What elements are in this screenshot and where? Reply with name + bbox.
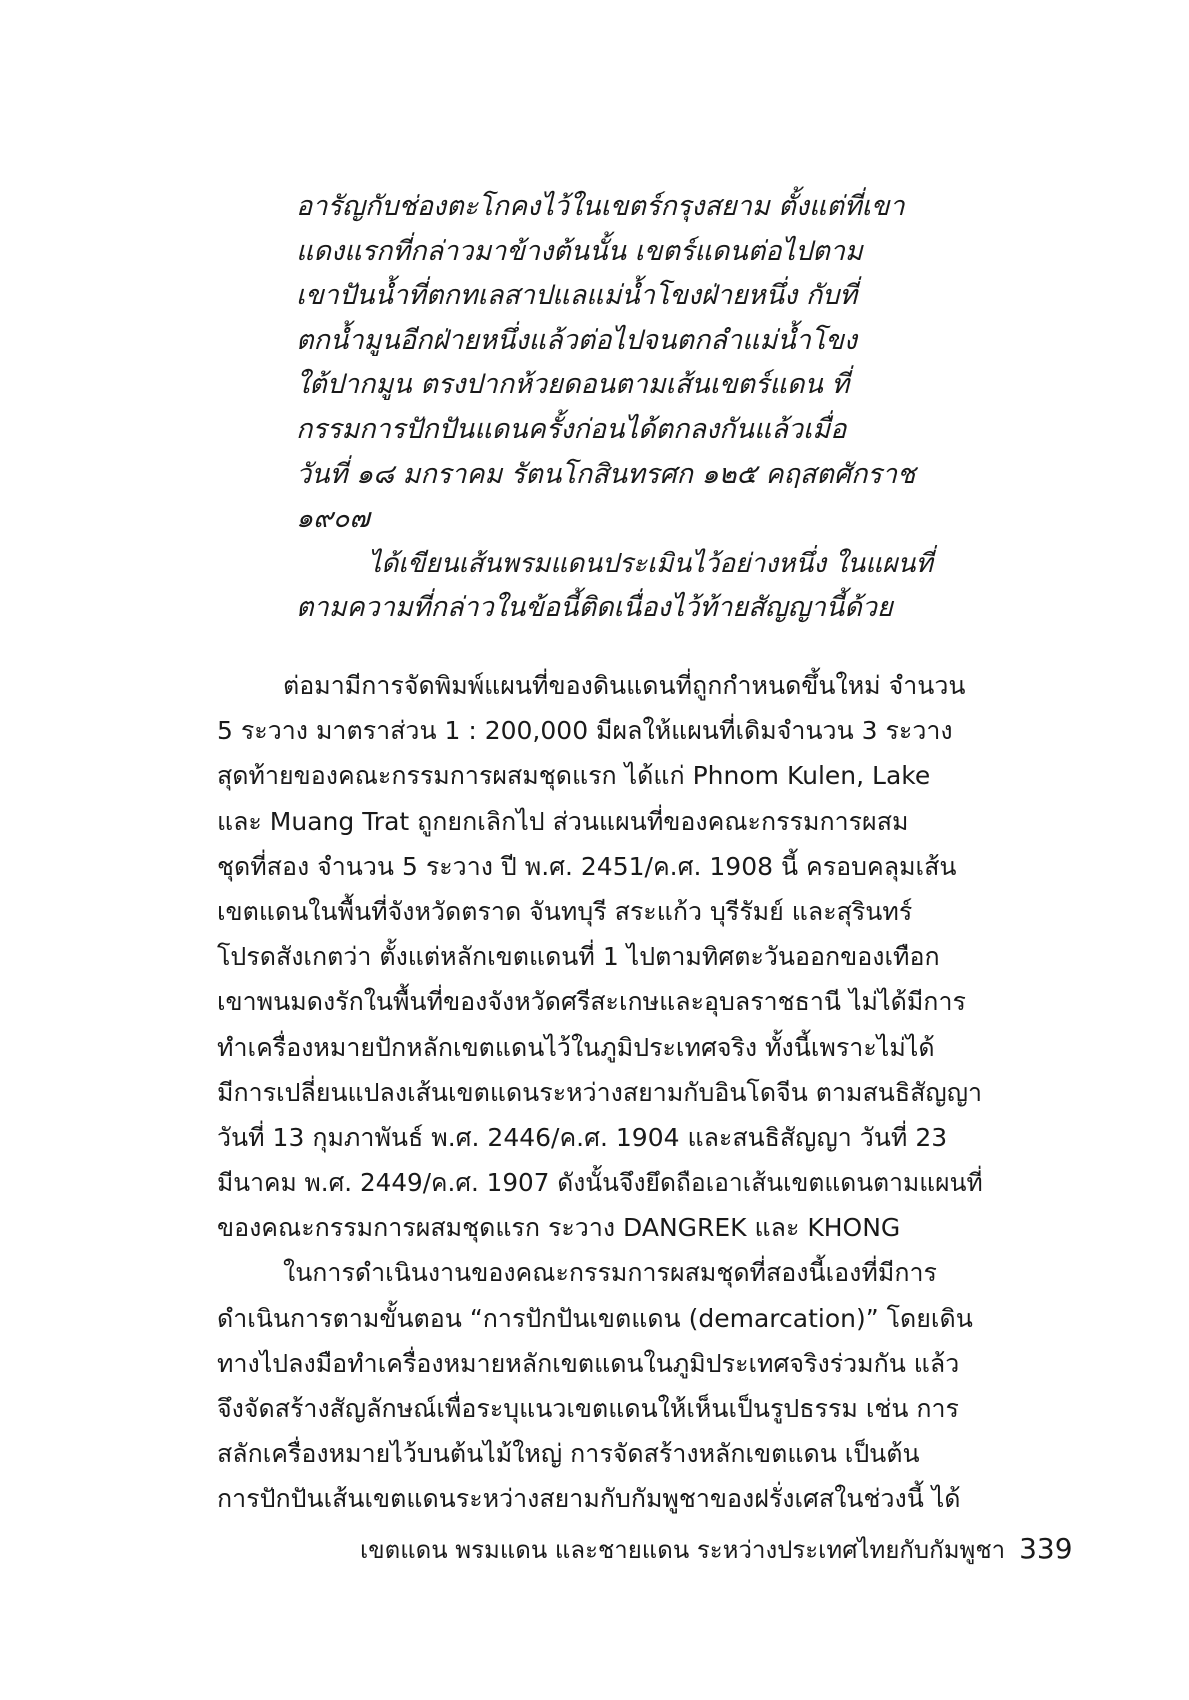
body-line: สลักเครื่องหมายไว้บนต้นไม้ใหญ่ การจัดสร้างหลักเขตแดน เป็นต้น — [217, 1439, 920, 1469]
quote-line: เขาปันน้ำที่ตกทเลสาปแลแม่น้ำโขงฝ่ายหนึ่ง กับที่ — [296, 280, 858, 312]
body-line: โปรดสังเกตว่า ตั้งแต่หลักเขตแดนที่ 1 ไปตามทิศตะวันออกของเทือก — [217, 942, 940, 972]
body-line: การปักปันเส้นเขตแดนระหว่างสยามกับกัมพูชาของฝรั่งเศสในช่วงนี้ ได้ — [217, 1484, 961, 1514]
quote-line: แดงแรกที่กล่าวมาข้างต้นนั้น เขตร์แดนต่อไปตาม — [296, 235, 863, 267]
body-line: ดำเนินการตามขั้นตอน “การปักปันเขตแดน (demarcation)” โดยเดิน — [217, 1303, 973, 1333]
quote-line: กรรมการปักปันแดนครั้งก่อนได้ตกลงกันแล้วเมื่อ — [296, 413, 847, 445]
quote-line: ได้เขียนเส้นพรมแดนประเมินไว้อย่างหนึ่ง ในแผนที่ — [368, 548, 933, 579]
page-number: 339 — [1019, 1532, 1073, 1565]
quote-line: ใต้ปากมูน ตรงปากห้วยดอนตามเส้นเขตร์แดน ที่ — [296, 369, 850, 401]
body-line: จึงจัดสร้างสัญลักษณ์เพื่อระบุแนวเขตแดนให้เห็นเป็นรูปธรรม เช่น การ — [217, 1394, 959, 1423]
page-footer — [360, 1532, 1073, 1565]
quote-line: ตามความที่กล่าวในข้อนี้ติดเนื่องไว้ท้ายสัญญานี้ด้วย — [296, 592, 893, 624]
body-line: สุดท้ายของคณะกรรมการผสมชุดแรก ได้แก่ Phnom Kulen, Lake — [217, 761, 931, 791]
body-line: และ Muang Trat ถูกยกเลิกไป ส่วนแผนที่ของคณะกรรมการผสม — [217, 806, 909, 836]
body-line: ต่อมามีการจัดพิมพ์แผนที่ของดินแดนที่ถูกกำหนดขึ้นใหม่ จำนวน — [283, 671, 966, 700]
treaty-quote-block — [296, 185, 936, 631]
body-line: ทำเครื่องหมายปักหลักเขตแดนไว้ในภูมิประเทศจริง ทั้งนี้เพราะไม่ได้ — [217, 1032, 935, 1062]
body-paragraphs — [217, 663, 987, 1522]
running-title: เขตแดน พรมแดน และชายแดน ระหว่างประเทศไทยกับกัมพูชา — [360, 1536, 1006, 1564]
body-line: มีนาคม พ.ศ. 2449/ค.ศ. 1907 ดังนั้นจึงยึดถือเอาเส้นเขตแดนตามแผนที่ — [217, 1168, 983, 1198]
quote-line: ตกน้ำมูนอีกฝ่ายหนึ่งแล้วต่อไปจนตกลำแม่น้ำโขง — [296, 324, 857, 356]
quote-line: อารัญกับช่องตะโกคงไว้ในเขตร์กรุงสยาม ตั้งแต่ที่เขา — [296, 191, 905, 222]
body-line: ของคณะกรรมการผสมชุดแรก ระวาง DANGREK และ KHONG — [217, 1213, 901, 1243]
body-line: เขาพนมดงรักในพื้นที่ของจังหวัดศรีสะเกษและอุบลราชธานี ไม่ได้มีการ — [217, 987, 966, 1017]
body-line: ชุดที่สอง จำนวน 5 ระวาง ปี พ.ศ. 2451/ค.ศ. 1908 นี้ ครอบคลุมเส้น — [217, 851, 957, 881]
body-line: 5 ระวาง มาตราส่วน 1 : 200,000 มีผลให้แผนที่เดิมจำนวน 3 ระวาง — [217, 716, 953, 746]
quote-line: วันที่ ๑๘ มกราคม รัตนโกสินทรศก ๑๒๕ คฤสตศักราช — [296, 458, 916, 490]
body-line: มีการเปลี่ยนแปลงเส้นเขตแดนระหว่างสยามกับอินโดจีน ตามสนธิสัญญา — [217, 1077, 983, 1107]
body-line: วันที่ 13 กุมภาพันธ์ พ.ศ. 2446/ค.ศ. 1904 และสนธิสัญญา วันที่ 23 — [217, 1122, 948, 1152]
quote-line: ๑๙๐๗ — [296, 503, 370, 535]
body-line: เขตแดนในพื้นที่จังหวัดตราด จันทบุรี สระแก้ว บุรีรัมย์ และสุรินทร์ — [217, 896, 913, 926]
body-line: ในการดำเนินงานของคณะกรรมการผสมชุดที่สองนี้เองที่มีการ — [283, 1258, 937, 1288]
body-line: ทางไปลงมือทำเครื่องหมายหลักเขตแดนในภูมิประเทศจริงร่วมกัน แล้ว — [217, 1348, 960, 1378]
